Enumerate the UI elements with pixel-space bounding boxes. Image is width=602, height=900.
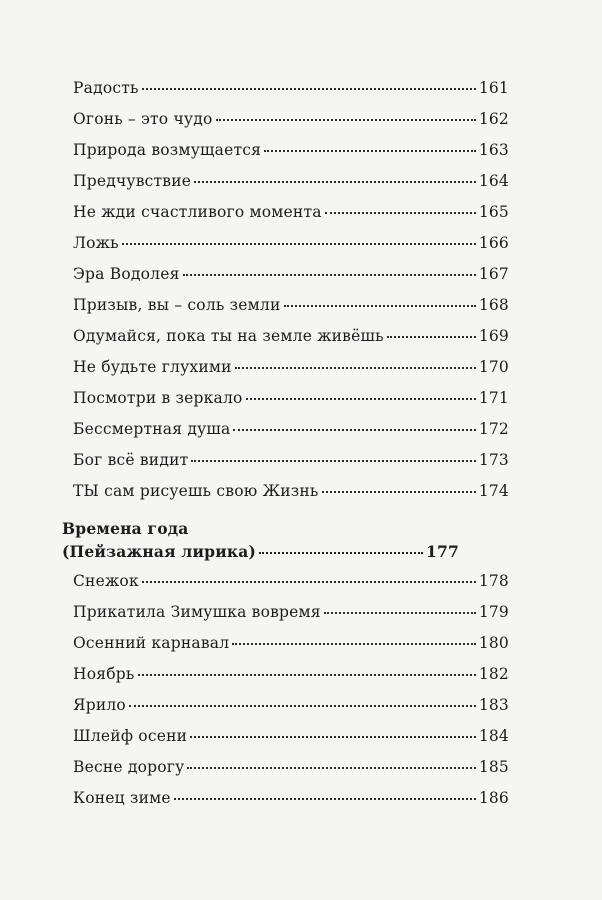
toc-entry-title: Огонь – это чудо <box>73 110 213 128</box>
toc-entry <box>73 107 509 131</box>
toc-entry-title: Бог всё видит <box>73 451 189 469</box>
toc-entry <box>73 724 509 748</box>
toc-leader-dots <box>264 150 476 152</box>
section-entry <box>62 540 459 564</box>
toc-entry-title: Природа возмущается <box>73 141 262 159</box>
toc-entry-page: 166 <box>478 234 509 252</box>
toc-entry-title: Не будьте глухими <box>73 358 232 376</box>
toc-entry-page: 172 <box>478 420 509 438</box>
toc-entry-page: 168 <box>478 296 509 314</box>
toc-entry <box>73 693 509 717</box>
toc-leader-dots <box>138 674 476 676</box>
toc-entry <box>73 169 509 193</box>
toc-entry-title: Посмотри в зеркало <box>73 389 243 407</box>
toc-leader-dots <box>233 429 475 431</box>
toc-entry-title: Ложь <box>73 234 119 252</box>
section-page: 177 <box>426 542 459 561</box>
toc-entry-title: Эра Водолея <box>73 265 180 283</box>
toc-entry-title: Прикатила Зимушка вовремя <box>73 603 321 621</box>
toc-leader-dots <box>183 274 476 276</box>
toc-entry-title: Осенний карнавал <box>73 634 230 652</box>
toc-leader-dots <box>246 398 476 400</box>
toc-entry-page: 184 <box>478 727 509 745</box>
toc-entry <box>73 417 509 441</box>
toc-leader-dots <box>259 552 423 554</box>
toc-entry-title: Радость <box>73 79 139 97</box>
toc-entry <box>73 355 509 379</box>
toc-entry-page: 183 <box>478 696 509 714</box>
toc-leader-dots <box>216 119 476 121</box>
toc-leader-dots <box>322 491 476 493</box>
toc-entry-page: 169 <box>478 327 509 345</box>
toc-leader-dots <box>387 336 476 338</box>
toc-leader-dots <box>284 305 476 307</box>
toc-entry-page: 174 <box>478 482 509 500</box>
toc-entry <box>73 786 509 810</box>
toc-leader-dots <box>232 643 476 645</box>
toc-entry-page: 173 <box>478 451 509 469</box>
toc-entry-page: 162 <box>478 110 509 128</box>
toc-entry-title: Конец зиме <box>73 789 171 807</box>
toc-entry-title: Одумайся, пока ты на земле живёшь <box>73 327 384 345</box>
toc-entry-title: Призыв, вы – соль земли <box>73 296 281 314</box>
toc-entry <box>73 631 509 655</box>
toc-entry-page: 178 <box>478 572 509 590</box>
toc-entry <box>73 386 509 410</box>
toc-entry-page: 180 <box>478 634 509 652</box>
toc-entry-page: 171 <box>478 389 509 407</box>
toc-entry-page: 170 <box>478 358 509 376</box>
toc-entry <box>73 138 509 162</box>
toc-leader-dots <box>324 612 476 614</box>
toc-leader-dots <box>191 460 475 462</box>
toc-leader-dots <box>235 367 476 369</box>
toc-entry-title: Весне дорогу <box>73 758 185 776</box>
toc-entry-title: Не жди счастливого момента <box>73 203 322 221</box>
toc-entry <box>73 293 509 317</box>
toc-entry <box>73 569 509 593</box>
toc-leader-dots <box>129 705 476 707</box>
toc-entry-page: 161 <box>478 79 509 97</box>
toc-entry-title: Ярило <box>73 696 126 714</box>
toc-entry <box>73 662 509 686</box>
toc-entry-title: Предчувствие <box>73 172 192 190</box>
section-subtitle: (Пейзажная лирика) <box>62 542 257 561</box>
toc-entry-title: Шлейф осени <box>73 727 188 745</box>
toc-entry <box>73 479 509 503</box>
toc-entry-page: 185 <box>478 758 509 776</box>
toc-leader-dots <box>190 736 476 738</box>
toc-leader-dots <box>174 798 476 800</box>
toc-leader-dots <box>194 181 476 183</box>
toc-entry <box>73 76 509 100</box>
toc-entry <box>73 324 509 348</box>
toc-entry <box>73 231 509 255</box>
toc-entry-page: 182 <box>478 665 509 683</box>
toc-entry-page: 186 <box>478 789 509 807</box>
toc-entry <box>73 600 509 624</box>
toc-entry-page: 165 <box>478 203 509 221</box>
toc-leader-dots <box>122 243 476 245</box>
toc-leader-dots <box>142 581 476 583</box>
section-title: Времена года <box>62 519 189 538</box>
toc-entry-title: Снежок <box>73 572 139 590</box>
toc-entry-page: 163 <box>478 141 509 159</box>
toc-leader-dots <box>325 212 476 214</box>
toc-entry-page: 167 <box>478 265 509 283</box>
toc-entry <box>73 755 509 779</box>
toc-entry <box>73 448 509 472</box>
toc-entry-title: Бессмертная душа <box>73 420 231 438</box>
toc-entry-page: 179 <box>478 603 509 621</box>
toc-entry <box>73 200 509 224</box>
toc-entry-page: 164 <box>478 172 509 190</box>
toc-entry <box>73 262 509 286</box>
toc-leader-dots <box>187 767 475 769</box>
toc-leader-dots <box>142 88 476 90</box>
toc-entry-title: ТЫ сам рисуешь свою Жизнь <box>73 482 319 500</box>
toc-entry-title: Ноябрь <box>73 665 135 683</box>
